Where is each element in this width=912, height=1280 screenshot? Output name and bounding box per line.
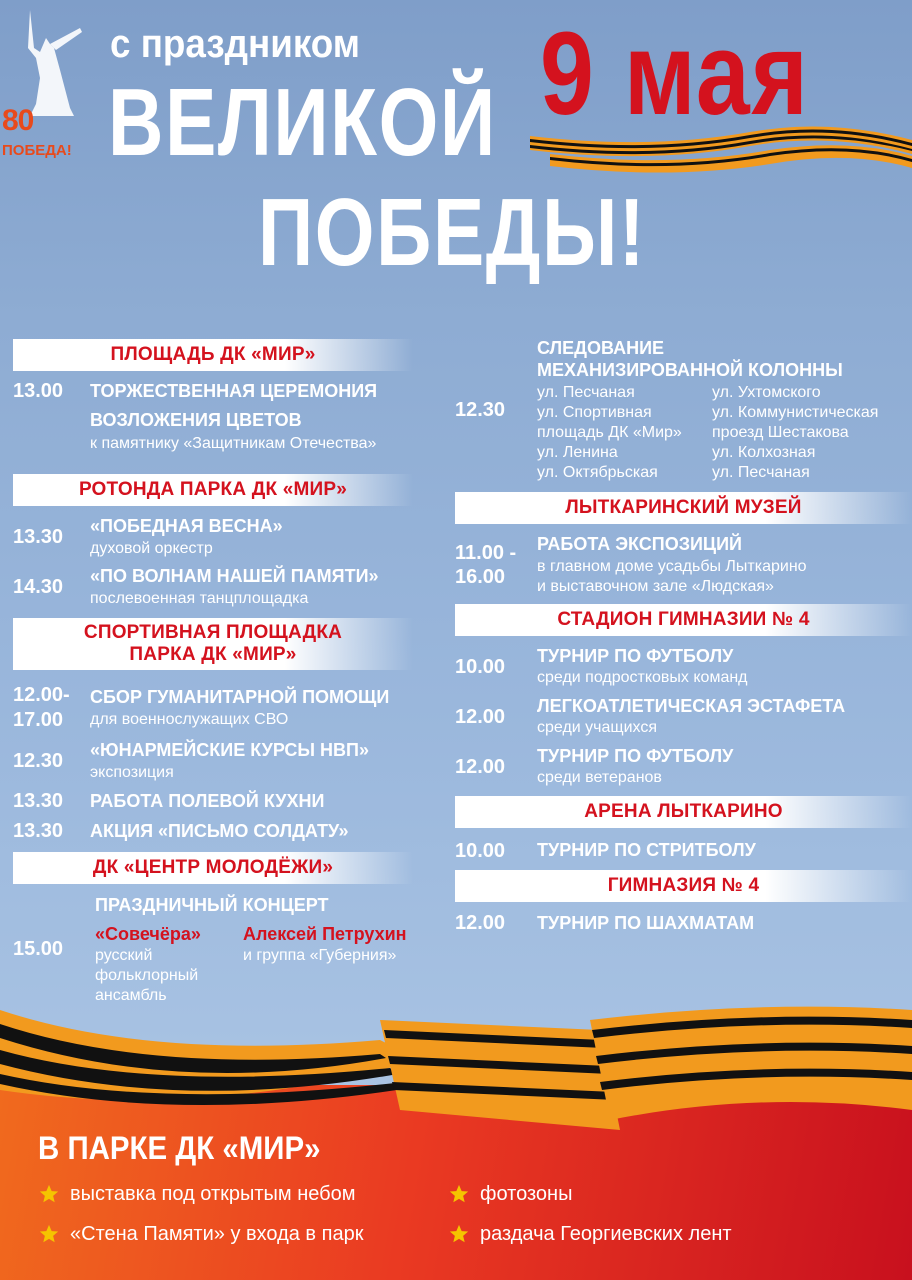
star-icon — [38, 1223, 60, 1245]
event-subtitle: к памятнику «Защитникам Отечества» — [90, 435, 377, 452]
section-gymnasium-4 — [455, 870, 912, 902]
header-date: 9 мая — [540, 8, 810, 140]
logo-caption: ПОБЕДА! — [2, 142, 72, 159]
header-greeting: с праздником — [110, 22, 360, 66]
event-subtitle: послевоенная танцплощадка — [90, 590, 309, 607]
route-street: площадь ДК «Мир» — [537, 424, 682, 441]
event-subtitle: для военнослужащих СВО — [90, 711, 289, 728]
event-time: 12.00 — [455, 756, 506, 778]
event-time: 12.00 — [455, 912, 506, 934]
route-street: ул. Песчаная — [712, 464, 810, 481]
event-subtitle: экспозиция — [90, 764, 174, 781]
section-dk-youth-center — [13, 852, 413, 884]
event-time: 12.00- — [13, 684, 70, 706]
performer-name: Алексей Петрухин — [243, 924, 407, 944]
park-item: раздача Георгиевских лент — [480, 1223, 732, 1245]
park-item: выставка под открытым небом — [70, 1183, 356, 1205]
event-title: «ЮНАРМЕЙСКИЕ КУРСЫ НВП» — [90, 740, 369, 760]
star-icon — [38, 1183, 60, 1205]
event-time: 12.30 — [455, 399, 506, 421]
section-lytkarino-museum — [455, 492, 912, 524]
event-title: «ПО ВОЛНАМ НАШЕЙ ПАМЯТИ» — [90, 566, 379, 586]
park-item: фотозоны — [480, 1183, 573, 1205]
park-item: «Стена Памяти» у входа в парк — [70, 1223, 364, 1245]
event-subtitle: и выставочном зале «Людская» — [537, 578, 774, 595]
route-street: ул. Колхозная — [712, 444, 816, 461]
section-title: ЛЫТКАРИНСКИЙ МУЗЕЙ — [565, 497, 802, 518]
section-title-line1: СПОРТИВНАЯ ПЛОЩАДКА — [83, 622, 343, 643]
event-title: СБОР ГУМАНИТАРНОЙ ПОМОЩИ — [90, 687, 390, 707]
event-title: ЛЕГКОАТЛЕТИЧЕСКАЯ ЭСТАФЕТА — [537, 696, 846, 716]
event-subtitle: духовой оркестр — [90, 540, 213, 557]
event-title: ТУРНИР ПО ФУТБОЛУ — [537, 646, 734, 666]
event-time: 13.30 — [13, 526, 64, 548]
event-time: 10.00 — [455, 840, 506, 862]
route-street: ул. Ухтомского — [712, 384, 821, 401]
event-time: 13.30 — [13, 820, 64, 842]
event-time: 12.30 — [13, 750, 64, 772]
event-time: 12.00 — [455, 706, 506, 728]
route-street: ул. Ленина — [537, 444, 618, 461]
performer-name: «Совечёра» — [95, 924, 201, 944]
event-title: «ПОБЕДНАЯ ВЕСНА» — [90, 516, 283, 536]
logo-80: 80 — [2, 104, 34, 137]
section-rotonda — [13, 474, 413, 506]
section-title: ДК «ЦЕНТР МОЛОДЁЖИ» — [92, 857, 334, 878]
st-george-ribbon-top — [530, 120, 912, 180]
event-subtitle: в главном доме усадьбы Лыткарино — [537, 558, 807, 575]
event-title: РАБОТА ЭКСПОЗИЦИЙ — [537, 534, 742, 554]
event-time: 16.00 — [455, 566, 506, 588]
event-time: 11.00 - — [455, 542, 517, 564]
performer-desc: русский — [95, 947, 153, 964]
st-george-ribbon-bottom — [0, 1000, 912, 1140]
event-time: 14.30 — [13, 576, 64, 598]
event-title: ТУРНИР ПО СТРИТБОЛУ — [537, 840, 756, 860]
section-sport-ground — [13, 618, 413, 670]
event-title: ТОРЖЕСТВЕННАЯ ЦЕРЕМОНИЯ — [90, 381, 378, 401]
performer-desc: и группа «Губерния» — [243, 947, 397, 964]
performer-desc: фольклорный — [95, 967, 199, 984]
event-title: ПРАЗДНИЧНЫЙ КОНЦЕРТ — [95, 895, 329, 915]
star-icon — [448, 1223, 470, 1245]
section-gymnasium-stadium — [455, 604, 912, 636]
event-title: АКЦИЯ «ПИСЬМО СОЛДАТУ» — [90, 821, 349, 841]
event-time: 13.00 — [13, 380, 64, 402]
event-time: 15.00 — [13, 938, 64, 960]
park-title: В ПАРКЕ ДК «МИР» — [38, 1130, 321, 1166]
route-street: ул. Спортивная — [537, 404, 652, 421]
section-title: АРЕНА ЛЫТКАРИНО — [584, 801, 783, 822]
star-icon — [448, 1183, 470, 1205]
section-ploshchad-dk-mir — [13, 339, 413, 371]
event-title: ТУРНИР ПО ФУТБОЛУ — [537, 746, 734, 766]
section-title: СТАДИОН ГИМНАЗИИ № 4 — [557, 609, 810, 630]
event-time: 10.00 — [455, 656, 506, 678]
event-time: 17.00 — [13, 709, 64, 731]
event-subtitle: среди ветеранов — [537, 769, 662, 786]
event-time: 13.30 — [13, 790, 64, 812]
event-subtitle: среди учащихся — [537, 719, 657, 736]
route-street: ул. Песчаная — [537, 384, 635, 401]
route-street: проезд Шестакова — [712, 424, 849, 441]
header-victory: ПОБЕДЫ! — [258, 179, 647, 286]
route-street: ул. Октябрьская — [537, 464, 658, 481]
event-title: ТУРНИР ПО ШАХМАТАМ — [537, 913, 755, 933]
section-title: РОТОНДА ПАРКА ДК «МИР» — [78, 479, 348, 500]
event-title: РАБОТА ПОЛЕВОЙ КУХНИ — [90, 791, 325, 811]
section-title: ПЛОЩАДЬ ДК «МИР» — [110, 344, 316, 365]
section-title-line2: ПАРКА ДК «МИР» — [129, 644, 297, 665]
event-title: ВОЗЛОЖЕНИЯ ЦВЕТОВ — [90, 410, 302, 430]
header-great: ВЕЛИКОЙ — [108, 69, 497, 176]
route-street: ул. Коммунистическая — [712, 404, 879, 421]
performer-desc: ансамбль — [95, 987, 167, 1004]
section-title: ГИМНАЗИЯ № 4 — [607, 875, 760, 896]
section-arena-lytkarino — [455, 796, 912, 828]
event-subtitle: среди подростковых команд — [537, 669, 748, 686]
event-title: МЕХАНИЗИРОВАННОЙ КОЛОННЫ — [537, 360, 843, 380]
event-title: СЛЕДОВАНИЕ — [537, 338, 665, 358]
